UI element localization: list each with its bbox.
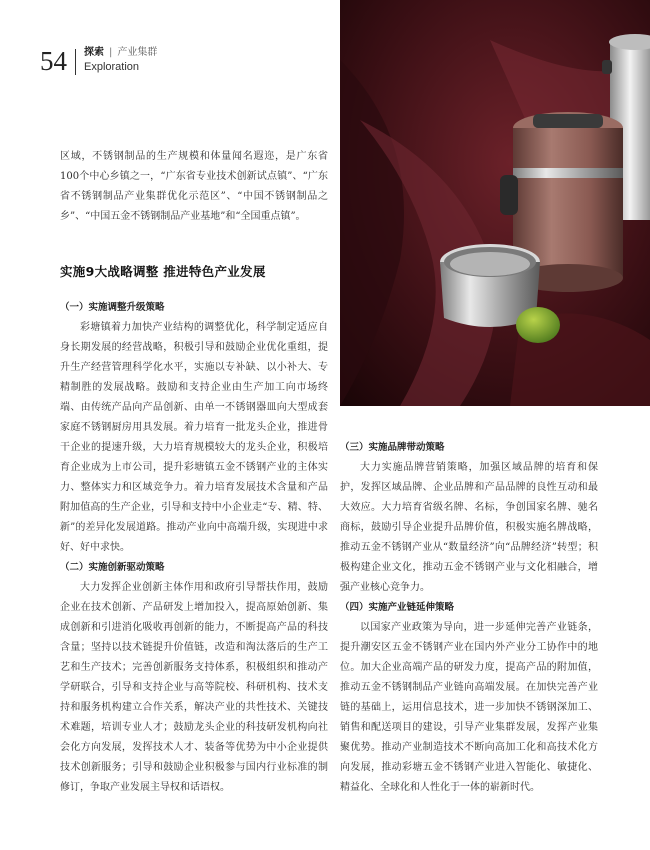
page-number: 54 — [40, 46, 67, 76]
stainless-lunch-box-photo — [340, 0, 650, 406]
subsection-body-3: 大力实施品牌营销策略，加强区域品牌的培育和保护，发挥区域品牌、企业品牌和产品品牌的良性互动和最大效应。大力培育省级名牌、名标，争创国家名牌、驰名商标，鼓励引导企业提升品牌价值，积极实施名牌战略，推动五金不锈钢产业从“数量经济”向“品牌经济”转型；积极构建企业文化，推动五金不锈钢产业与文化相融合，增强产业核心竞争力。 — [340, 462, 598, 593]
header-separator: | — [109, 47, 113, 58]
category-label: 产业集群 — [117, 47, 158, 58]
subsection-body-1: 彩塘镇着力加快产业结构的调整优化，科学制定适应自身长期发展的经营战略，积极引导和鼓励企业优化重组，提升生产经营管理科学化水平，实施以专补缺、以小补大、专精制胜的发展战略。鼓励和支持企业由生产加工向市场终端、由传统产品向产品创新、由单一不锈钢器皿向大型成套家庭不锈钢厨房用具发展。着力培育一批龙头企业，推进骨干企业的提速升级，大力培育规模较大的龙头企业，积极培育企业成为上市公司，提升彩塘镇五金不锈钢产业的主体实力、整体实力和区域竞争力。着力培育发展技术含量和产品附加值高的生产企业，引导和支持中小企业走“专、精、特、新”的差异化发展道路。推动产业向中高端升级，实现进中求好、好中求快。 — [60, 322, 328, 553]
running-header — [40, 46, 157, 76]
right-column-sections — [340, 438, 598, 798]
subsection-body-4: 以国家产业政策为导向，进一步延伸完善产业链条，提升潮安区五金不锈钢产业在国内外产业分工协作中的地位。加大企业高端产品的研发力度，提高产品的附加值，推动五金不锈钢制品产业链向高端发展。在加快完善产业链的基础上，运用信息技术，进一步加快不锈钢深加工、销售和配送项目的建设，引导产业集群发展，发挥产业集聚优势。推动产业制造技术不断向高加工化和高技术化方向发展，推动彩塘五金不锈钢产业进入智能化、敏捷化、精益化、全球化和人性化于一体的崭新时代。 — [340, 622, 598, 793]
main-section-title: 实施9大战略调整 推进特色产业发展 — [60, 264, 266, 279]
intro-paragraph-block — [60, 147, 328, 227]
left-column-sections — [60, 298, 328, 798]
intro-paragraph: 区域，不锈钢制品的生产规模和体量闻名遐迩，是广东省100个中心乡镇之一，“广东省专业技术创新试点镇”、“广东省不锈钢制品产业集群优化示范区”、“中国不锈钢制品之乡”、“中国五金不锈钢制品产业基地”和“全国重点镇”。 — [60, 151, 328, 222]
subsection-heading-4: （四）实施产业链延伸策略 — [340, 602, 455, 613]
section-label-en: Exploration — [84, 61, 140, 73]
section-label: 探索 — [84, 47, 104, 58]
header-text — [84, 46, 157, 74]
subsection-heading-1: （一）实施调整升级策略 — [60, 302, 165, 313]
product-photo — [340, 0, 650, 406]
subsection-body-2: 大力发挥企业创新主体作用和政府引导帮扶作用，鼓励企业在技术创新、产品研发上增加投入，提高原始创新、集成创新和引进消化吸收再创新的能力，不断提高产品的科技含量；坚持以技术链提升价值链，改造和淘汰落后的生产工艺和生产技术；完善创新服务支持体系，积极组织和推动产学研联合，引导和支持企业与高等院校、科研机构、技术支持和服务机构建立合作关系，解决产业的共性技术、关键技术难题，培训专业人才；鼓励龙头企业的科技研发机构向社会化方向发展，发挥技术人才、装备等优势为中小企业提供技术创新服务；引导和鼓励企业积极参与国内行业标准的制修订，争取产业发展主导权和话语权。 — [60, 582, 328, 793]
subsection-heading-2: （二）实施创新驱动策略 — [60, 562, 165, 573]
subsection-heading-3: （三）实施品牌带动策略 — [340, 442, 445, 453]
header-divider — [75, 49, 76, 75]
